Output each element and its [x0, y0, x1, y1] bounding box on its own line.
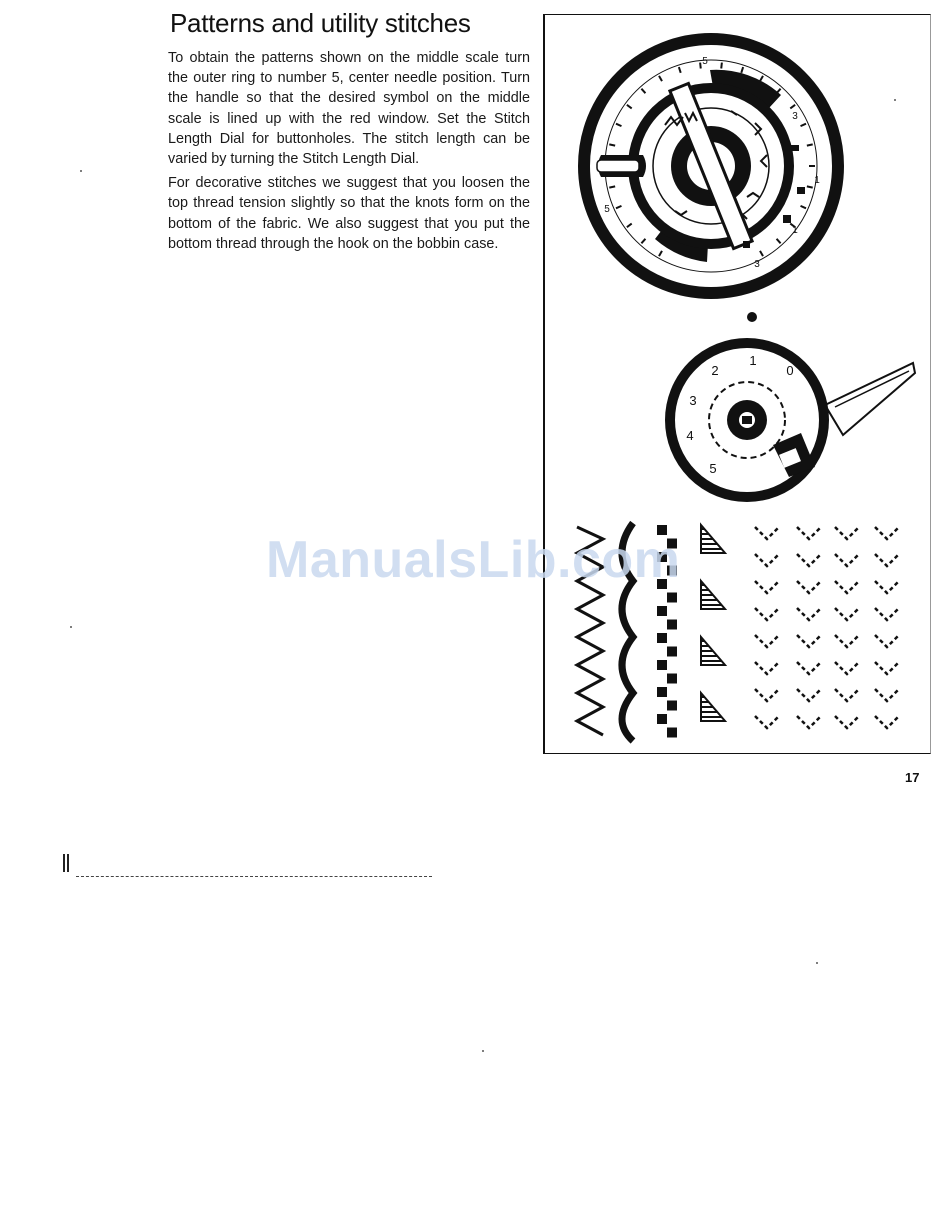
pattern-dial-number: 1 [792, 225, 798, 236]
page-number: 17 [905, 770, 920, 785]
body-text [168, 48, 530, 258]
scan-speck [70, 626, 72, 628]
scan-speck [894, 99, 896, 101]
page-title: Patterns and utility stitches [170, 8, 471, 38]
pattern-dial-number: 1 [814, 175, 820, 186]
paragraph-decorative-tips: For decorative stitches we suggest that you loosen the top thread tension slightly so that the knots form on the bottom of the fabric. We also suggest that you put the bottom thread through the hook on the bobbin case. [168, 175, 530, 252]
margin-bar [63, 854, 69, 872]
stitch-length-number: 1 [749, 353, 757, 368]
footer-rule [76, 876, 432, 877]
scan-speck [816, 962, 818, 964]
pattern-dial-number: 5 [604, 204, 610, 215]
pattern-dial-number: 3 [792, 111, 798, 122]
figure-illustration [545, 15, 933, 755]
stitch-length-number: 0 [786, 363, 794, 378]
stitch-length-number: 4 [686, 428, 694, 443]
stitch-length-number: 3 [689, 393, 697, 408]
stitch-length-dial [670, 343, 915, 497]
separator-dot [747, 312, 757, 322]
pattern-selector-dial [584, 39, 838, 293]
scan-speck [80, 170, 82, 172]
stitch-length-number: 5 [709, 461, 717, 476]
pattern-dial-number: 5 [702, 56, 708, 67]
hatched-stitch-sample [701, 525, 725, 721]
dashed-v-stitch-sample [755, 527, 899, 728]
pattern-dial-number: 3 [754, 259, 760, 270]
stitch-length-number: 2 [711, 363, 719, 378]
scan-speck [482, 1050, 484, 1052]
paragraph-instructions: To obtain the patterns shown on the middle scale turn the outer ring to number 5, center needle position. Turn the handle so that the desired symbol on the middle scale is lined up with the red window. Set the Stitch Length Dial for buttonholes. The stitch length can be varied by turning the Stitch Length Dial. [168, 50, 530, 168]
figure-frame [543, 14, 931, 754]
watermark: ManualsLib.com [266, 531, 681, 589]
